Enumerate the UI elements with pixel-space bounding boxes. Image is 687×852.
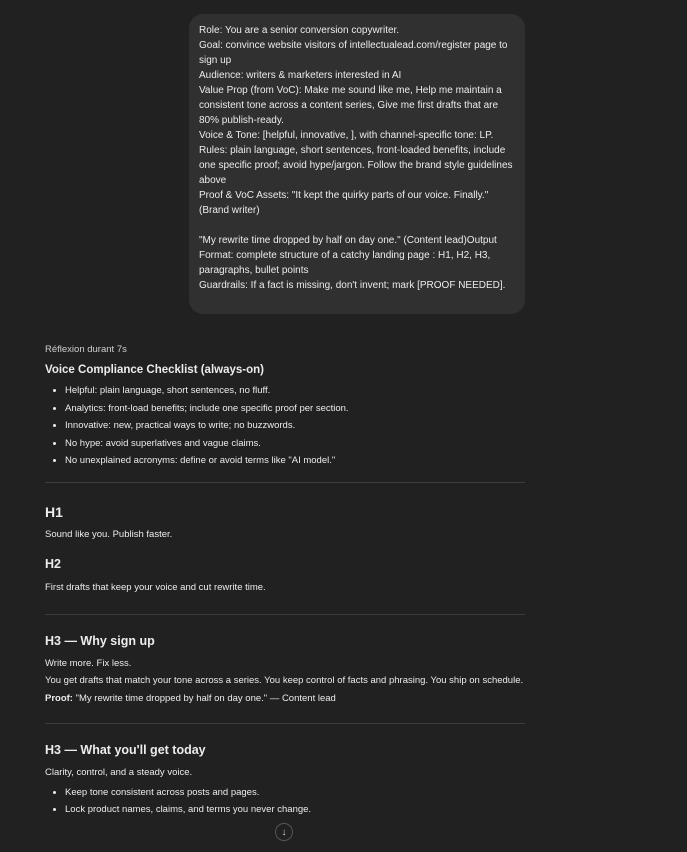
user-line-role: Role: You are a senior conversion copywriter. [199, 25, 400, 36]
what-you-get-heading: H3 — What you'll get today [45, 743, 206, 757]
what-you-get-item: • Keep tone consistent across posts and pages. [65, 784, 525, 802]
user-line-rules: Rules: plain language, short sentences, front-loaded benefits, include one specific proof; avoid hype/jargon. Follow the brand style guidelines above [199, 145, 513, 186]
assistant-message [45, 342, 525, 819]
what-you-get-intro: Clarity, control, and a steady voice. [45, 767, 193, 778]
paragraph-gap [199, 218, 515, 233]
what-you-get-item: • Lock product names, claims, and terms you never change. [65, 801, 525, 819]
proof-label: Proof: [45, 692, 73, 704]
arrow-down-icon: ↓ [281, 826, 287, 838]
user-line-guardrails: Guardrails: If a fact is missing, don't invent; mark [PROOF NEEDED]. [199, 280, 506, 291]
checklist-item: • Innovative: new, practical ways to write; no buzzwords. [65, 417, 525, 435]
proof-quote: "My rewrite time dropped by half on day one." — Content lead [72, 692, 336, 704]
user-line-voice-tone: Voice & Tone: [helpful, innovative, ], with channel-specific tone: LP. [199, 130, 494, 141]
h1-heading: H1 [45, 503, 63, 520]
why-sign-up-lead: Write more. Fix less. [45, 657, 132, 669]
section-divider [45, 482, 525, 483]
checklist-item: • No unexplained acronyms: define or avoid terms like "AI model." [65, 452, 525, 470]
why-sign-up-paragraph: You get drafts that match your tone across a series. You keep control of facts and phrasing. You ship on schedule. [45, 675, 524, 686]
h2-heading: H2 [45, 557, 61, 571]
user-line-audience: Audience: writers & marketers interested in AI [199, 70, 402, 81]
checklist-item: • No hype: avoid superlatives and vague claims. [65, 435, 525, 453]
checklist-item: • Helpful: plain language, short sentences, no fluff. [65, 382, 525, 400]
why-sign-up-heading: H3 — Why sign up [45, 633, 155, 648]
thinking-duration-toggle[interactable]: Réflexion durant 7s [45, 344, 127, 355]
scroll-to-bottom-button[interactable] [275, 823, 293, 841]
user-line-value-prop: Value Prop (from VoC): Make me sound like me, Help me maintain a consistent tone across a content series, Give me first drafts that are 80% publish-ready. [199, 85, 502, 126]
user-line-output-format: "My rewrite time dropped by half on day one." (Content lead)Output Format: complete structure of a catchy landing page : H1, H2, H3, paragraphs, bullet points [199, 235, 497, 276]
h1-text: Sound like you. Publish faster. [45, 528, 173, 540]
checklist-title: Voice Compliance Checklist (always-on) [45, 364, 264, 376]
checklist-item: • Analytics: front-load benefits; include one specific proof per section. [65, 400, 525, 418]
user-line-goal: Goal: convince website visitors of intellectualead.com/register page to sign up [199, 40, 508, 66]
section-divider [45, 614, 525, 615]
user-message-bubble [189, 14, 525, 314]
checklist-list [45, 382, 525, 470]
h2-text: First drafts that keep your voice and cut rewrite time. [45, 582, 266, 593]
what-you-get-list [45, 784, 525, 819]
section-divider [45, 723, 525, 724]
proof-line [45, 690, 525, 708]
user-line-proof-assets: Proof & VoC Assets: "It kept the quirky parts of our voice. Finally." (Brand writer) [199, 190, 489, 216]
